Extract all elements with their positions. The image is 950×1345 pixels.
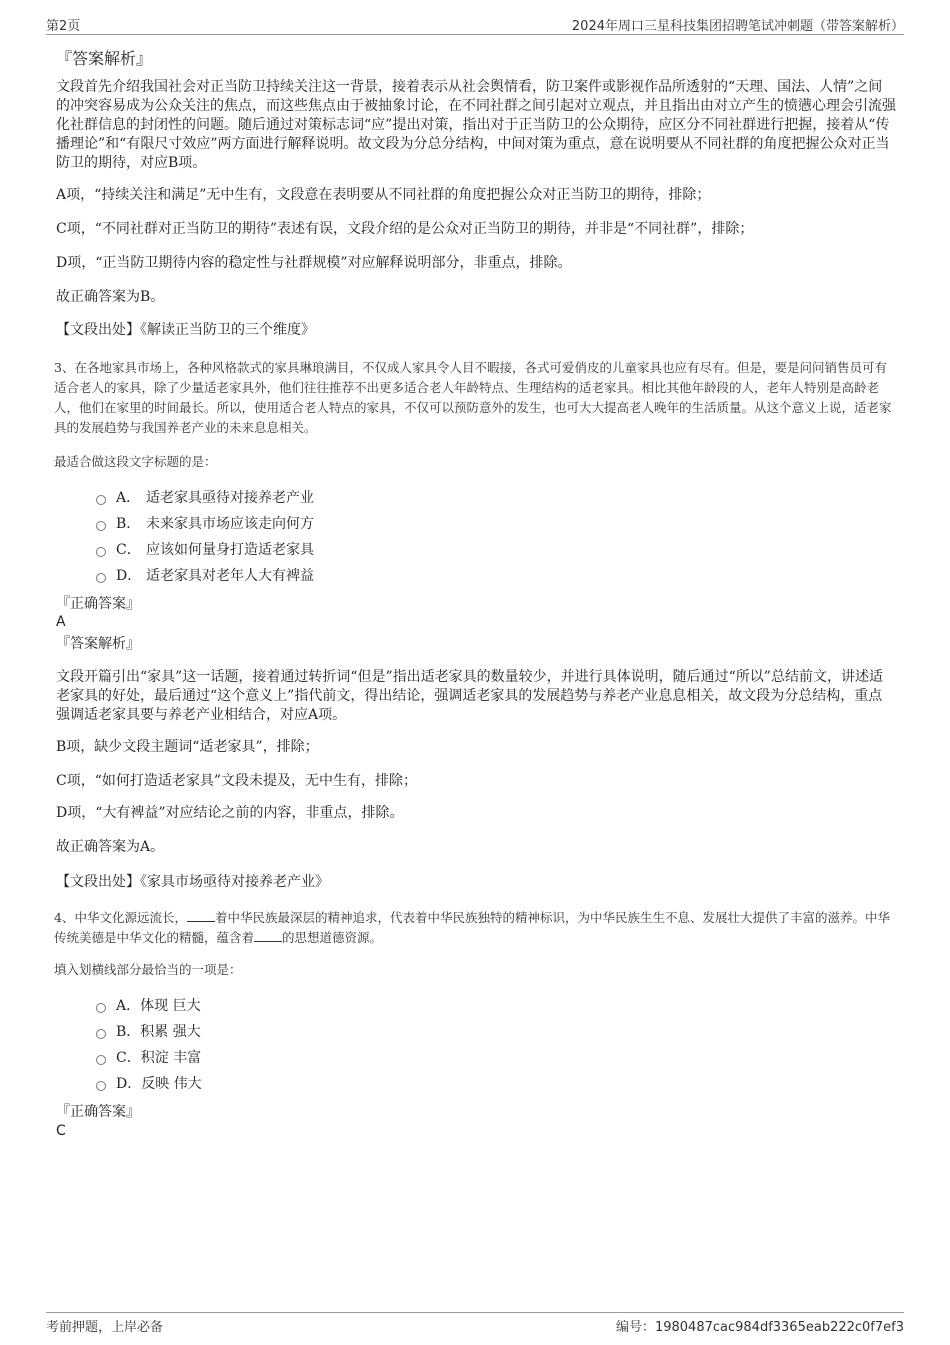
option-b[interactable]: B． 未来家具市场应该走向何方 [96,511,936,537]
question-4-text: 4、中华文化源远流长， 着中华民族最深层的精神追求，代表着中华民族独特的精神标识，为中华民族生生不息、发展壮大提供了丰富的滋养。中华传统美德是中华文化的精髓，蕴含着 的思想道德资源。 [54,910,890,945]
radio-icon[interactable] [96,521,106,531]
radio-icon[interactable] [96,1029,106,1039]
analysis-paragraph: 文段开篇引出“家具”这一话题，接着通过转折词“但是”指出适老家具的数量较少，并进行具体说明，随后通过“所以”总结前文，讲述适老家具的好处，最后通过“这个意义上”指代前文，得出结论，强调适老家具的发展趋势与养老产业息息相关，故文段为分总结构，重点强调适老家具要与养老产业相结合，对应A项。 [56,669,883,723]
analysis-paragraph: 故正确答案为A。 [56,839,165,855]
analysis-paragraph: 故正确答案为B。 [56,289,165,305]
correct-answer: A [56,614,66,630]
fill-blank [254,929,282,942]
page-header [46,14,904,35]
radio-icon[interactable] [96,495,106,505]
option-d[interactable]: D． 适老家具对老年人大有裨益 [96,563,936,589]
analysis-paragraph: 文段首先介绍我国社会对正当防卫持续关注这一背景，接着表示从社会舆情看，防卫案件或影视作品所透射的“天理、国法、人情”之间的冲突容易成为公众关注的焦点，而这些焦点由于被抽象讨论，在不同社群之间引起对立观点，并且指出由对立产生的愤懑心理会引流强化社群信息的封闭性的问题。随后通过对策标志词“应”提出对策，指出对于正当防卫的公众期待，应区分不同社群进行把握，接着从“传播理论”和“有限尺寸效应”两方面进行解释说明。故文段为分总分结构，中间对策为重点，意在说明要从不同社群的角度把握公众对正当防卫的期待，对应B项。 [56,79,896,171]
document-title: 2024年周口三星科技集团招聘笔试冲刺题（带答案解析） [571,19,904,34]
source-citation: 【文段出处】《解读正当防卫的三个维度》 [56,322,315,338]
option-b[interactable]: B． 积累 强大 [96,1019,936,1045]
fill-blank [187,909,215,922]
answer-label: 『正确答案』 [56,596,140,612]
page-number: 第2页 [46,19,81,34]
answer-label: 『正确答案』 [56,1104,140,1120]
correct-answer: C [56,1123,66,1139]
analysis-paragraph: B项，缺少文段主题词“适老家具”，排除； [56,739,319,755]
radio-icon[interactable] [96,1081,106,1091]
option-a[interactable]: A． 适老家具亟待对接养老产业 [96,485,936,511]
source-citation: 【文段出处】《家具市场亟待对接养老产业》 [56,874,329,890]
analysis-paragraph: C项，“不同社群对正当防卫的期待”表述有误，文段介绍的是公众对正当防卫的期待，并非是“不同社群”，排除； [56,221,754,237]
page-footer [46,1312,904,1333]
radio-icon[interactable] [96,547,106,557]
radio-icon[interactable] [96,1055,106,1065]
question-3-options [96,485,936,589]
document-id: 编号：1980487cac984df3365eab222c0f7ef3 [615,1320,904,1335]
analysis-paragraph: C项，“如何打造适老家具”文段未提及，无中生有，排除； [56,773,418,789]
question-4-options [96,993,936,1097]
radio-icon[interactable] [96,1003,106,1013]
question-3-prompt: 最适合做这段文字标题的是： [54,454,217,469]
option-c[interactable]: C． 积淀 丰富 [96,1045,936,1071]
analysis-paragraph: A项，“持续关注和满足”无中生有，文段意在表明要从不同社群的角度把握公众对正当防卫的期待，排除； [56,187,711,203]
option-d[interactable]: D． 反映 伟大 [96,1071,936,1097]
analysis-paragraph: D项，“正当防卫期待内容的稳定性与社群规模”对应解释说明部分，非重点，排除。 [56,255,572,271]
analysis-paragraph: D项，“大有裨益”对应结论之前的内容，非重点，排除。 [56,805,404,821]
option-a[interactable]: A． 体现 巨大 [96,993,936,1019]
footer-slogan: 考前押题，上岸必备 [46,1320,164,1335]
option-c[interactable]: C． 应该如何量身打造适老家具 [96,537,936,563]
analysis-label: 『答案解析』 [56,49,153,68]
analysis-label: 『答案解析』 [56,636,140,652]
question-3-text: 3、在各地家具市场上，各种风格款式的家具琳琅满目，不仅成人家具令人目不暇接，各式可爱俏皮的儿童家具也应有尽有。但是，要是问问销售员可有适合老人的家具，除了少量适老家具外，他们往往推荐不出更多适合老人年龄特点、生理结构的适老家具。相比其他年龄段的人，老年人特别是高龄老人，他们在家里的时间最长。所以，使用适合老人特点的家具，不仅可以预防意外的发生，也可大大提高老人晚年的生活质量。从这个意义上说，适老家具的发展趋势与我国养老产业的未来息息相关。 [54,360,892,435]
question-4-prompt: 填入划横线部分最恰当的一项是： [54,962,242,977]
radio-icon[interactable] [96,573,106,583]
